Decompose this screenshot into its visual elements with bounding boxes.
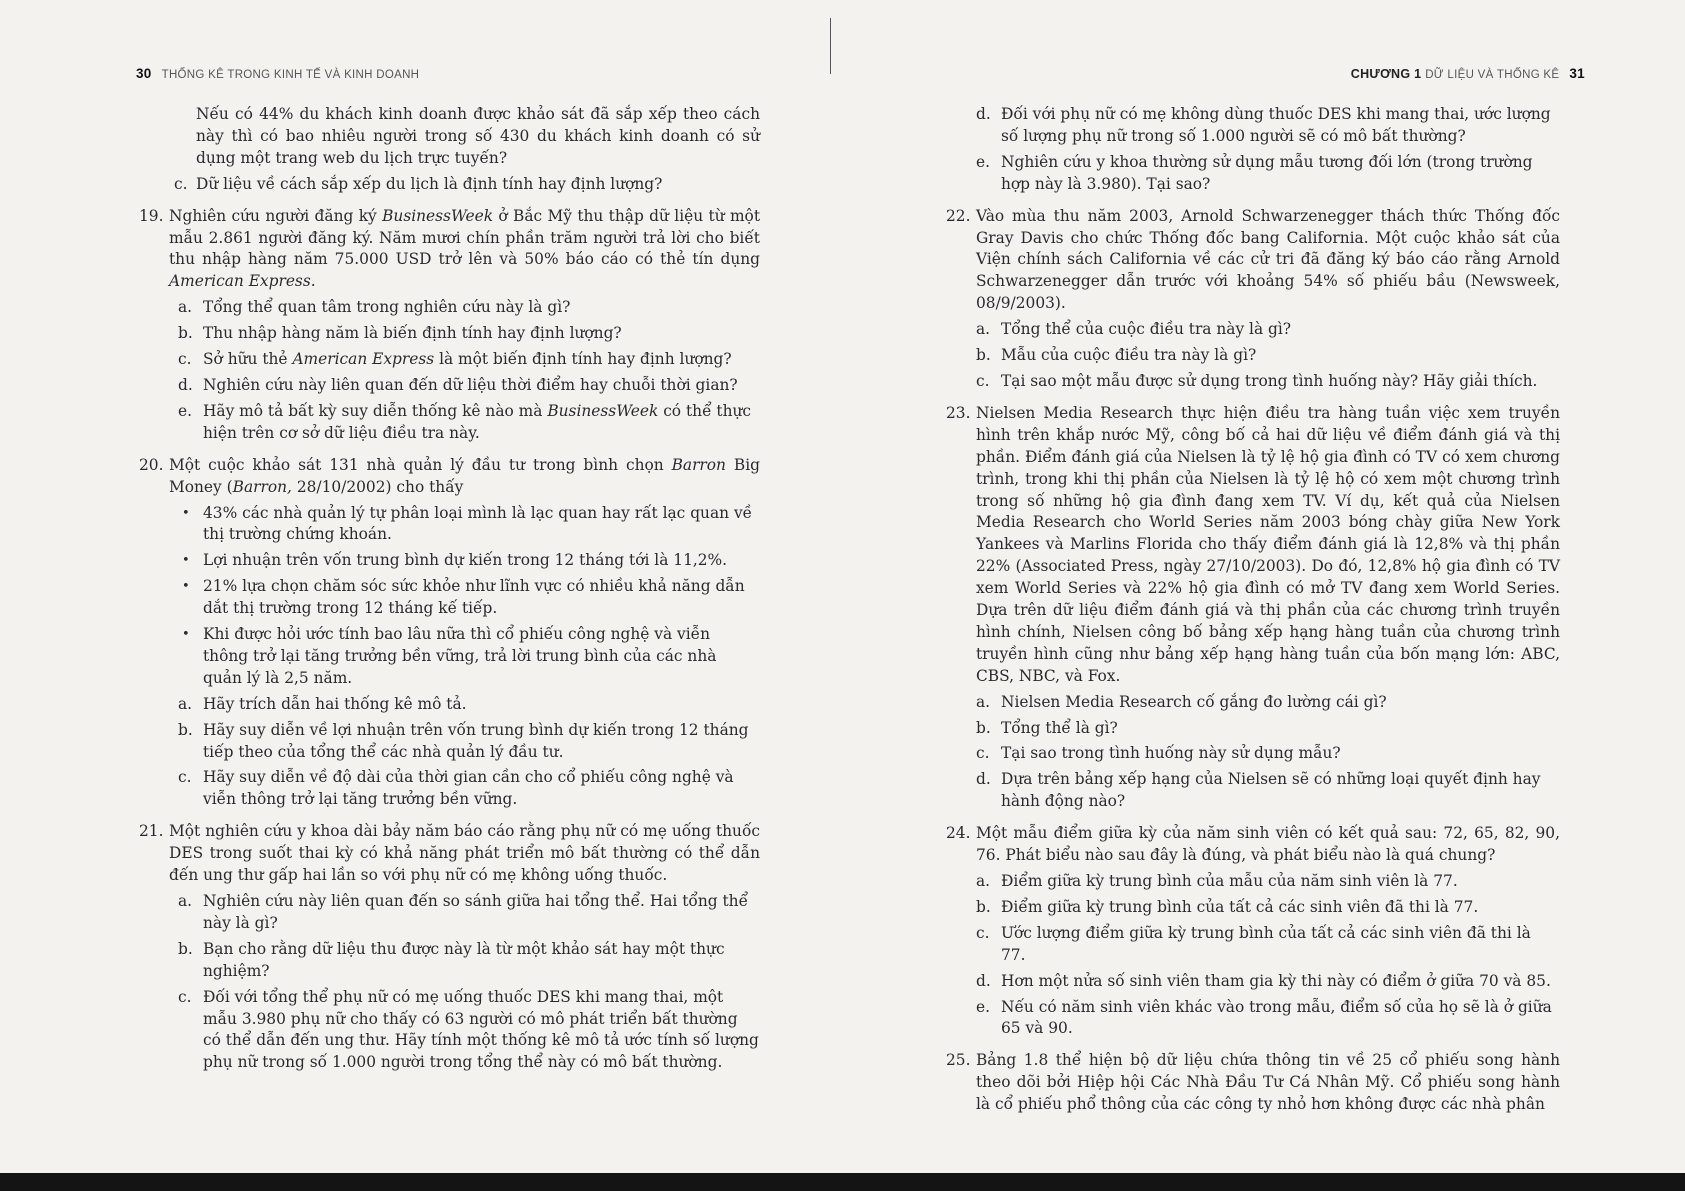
q24-item-c: c. Ước lượng điểm giữa kỳ trung bình của tất cả các sinh viên đã thi là 77. bbox=[976, 923, 1531, 964]
question-number: 22. bbox=[946, 206, 971, 225]
bullet-icon: • bbox=[182, 627, 190, 643]
q19-item-c: c. Sở hữu thẻ American Express là một biến định tính hay định lượng? bbox=[178, 350, 732, 369]
continuation-item-c: c. Dữ liệu về cách sắp xếp du lịch là định tính hay định lượng? bbox=[174, 174, 663, 193]
q20-bullet-4: • Khi được hỏi ước tính bao lâu nữa thì cổ phiếu công nghệ và viễn thông trở lại tăng trưởng bền vững, trả lời trung bình của các nhà quản lý là 2,5 năm. bbox=[182, 625, 717, 687]
question-25: 25. Bảng 1.8 thể hiện bộ dữ liệu chứa thông tin về 25 cổ phiếu song hành theo dõi bởi Hiệp hội Các Nhà Đầu Tư Cá Nhân Mỹ. Cổ phiếu song hành là cổ phiếu phổ thông của các công ty nhỏ hơn không được các nhà phân bbox=[946, 1051, 1560, 1114]
q20-item-b: b. Hãy suy diễn về lợi nhuận trên vốn trung bình dự kiến trong 12 tháng tiếp theo của tổng thể các nhà quản lý đầu tư. bbox=[178, 720, 749, 761]
question-21: 21. Một nghiên cứu y khoa dài bảy năm báo cáo rằng phụ nữ có mẹ uống thuốc DES trong suốt thai kỳ có khả năng phát triển mô bất thường có thể dẫn đến ung thư gấp hai lần so với phụ nữ có mẹ không uống thuốc. bbox=[139, 822, 760, 885]
bullet-icon: • bbox=[182, 579, 190, 595]
left-running-title: THỐNG KÊ TRONG KINH TẾ VÀ KINH DOANH bbox=[161, 69, 420, 81]
question-number: 24. bbox=[946, 824, 971, 843]
question-number: 25. bbox=[946, 1051, 971, 1070]
bullet-icon: • bbox=[182, 505, 190, 521]
left-content bbox=[139, 104, 761, 1078]
q22-item-a: a. Tổng thể của cuộc điều tra này là gì? bbox=[976, 320, 1292, 339]
q22-item-b: b. Mẫu của cuộc điều tra này là gì? bbox=[976, 346, 1257, 365]
q24-item-e: e. Nếu có năm sinh viên khác vào trong mẫu, điểm số của họ sẽ là ở giữa 65 và 90. bbox=[976, 997, 1552, 1038]
q23-item-b: b. Tổng thể là gì? bbox=[976, 718, 1118, 737]
question-number: 23. bbox=[946, 403, 971, 422]
q20-bullet-2: • Lợi nhuận trên vốn trung bình dự kiến trong 12 tháng tới là 11,2%. bbox=[148, 550, 760, 572]
q23-item-c: c. Tại sao trong tình huống này sử dụng mẫu? bbox=[976, 744, 1341, 763]
q24-item-a: a. Điểm giữa kỳ trung bình của mẫu của năm sinh viên là 77. bbox=[976, 872, 1458, 890]
right-page bbox=[836, 0, 1685, 1173]
q24-item-d: d. Hơn một nửa số sinh viên tham gia kỳ thi này có điểm ở giữa 70 và 85. bbox=[976, 971, 1551, 990]
q21-item-d: d. Đối với phụ nữ có mẹ không dùng thuốc DES khi mang thai, ước lượng số lượng phụ nữ trong số 1.000 người sẽ có mô bất thường? bbox=[976, 105, 1551, 145]
q19-item-a: a. Tổng thể quan tâm trong nghiên cứu này là gì? bbox=[178, 298, 571, 317]
q20-item-c: c. Hãy suy diễn về độ dài của thời gian cần cho cổ phiếu công nghệ và viễn thông trở lại tăng trưởng bền vững. bbox=[178, 768, 734, 809]
question-19: 19. Nghiên cứu người đăng ký BusinessWeek ở Bắc Mỹ thu thập dữ liệu từ một mẫu 2.861 người đăng ký. Năm mươi chín phần trăm người trả lời cho biết thu nhập hàng năm 75.000 USD trở lên và 50% báo cáo có thẻ tín dụng American Express. bbox=[139, 206, 761, 291]
q21-item-b: b. Bạn cho rằng dữ liệu thu được này là từ một khảo sát hay một thực nghiệm? bbox=[178, 939, 725, 980]
left-running-head bbox=[136, 66, 419, 81]
q20-bullet-3: • 21% lựa chọn chăm sóc sức khỏe như lĩnh vực có nhiều khả năng dẫn dắt thị trường trong 12 tháng kế tiếp. bbox=[182, 577, 745, 618]
q21-item-e: e. Nghiên cứu y khoa thường sử dụng mẫu tương đối lớn (trong trường hợp này là 3.980). Tại sao? bbox=[976, 152, 1533, 193]
right-content bbox=[946, 104, 1560, 1118]
q21-item-c: c. Đối với tổng thể phụ nữ có mẹ uống thuốc DES khi mang thai, một mẫu 3.980 phụ nữ cho thấy có 63 người có mô phát triển bất thường có thể dẫn đến ung thư. Hãy tính một thống kê mô tả ước tính số lượng phụ nữ trong số 1.000 người trong tổng thể này có mô bất thường. bbox=[178, 987, 759, 1072]
question-20: 20. Một cuộc khảo sát 131 nhà quản lý đầu tư trong bình chọn Barron Big Money (Barron, 28/10/2002) cho thấy bbox=[139, 455, 760, 496]
question-23: 23. Nielsen Media Research thực hiện điều tra hàng tuần việc xem truyền hình trên khắp nước Mỹ, công bố cả hai dữ liệu về điểm đánh giá và thị phần. Điểm đánh giá của Nielsen là tỷ lệ hộ gia đình có TV có xem chương trình, trong khi thị phần của Nielsen là tỷ lệ hộ có xem một chương trình trong số những hộ gia đình đang xem TV. Ví dụ, kết quả của Nielsen Media Research cho World Series năm 2003 bóng chày giữa New York Yankees và Marlins Florida cho thấy điểm đánh giá là 12,8% và thị phần 22% (Associated Press, ngày 27/10/2003). Do đó, 12,8% hộ gia đình có TV xem World Series và 22% hộ gia đình có mở TV đang xem World Series. Dựa trên dữ liệu điểm đánh giá và thị phần của các chương trình truyền hình chính, Nielsen công bố bảng xếp hạng hàng tuần của chương trình truyền hình cũng như bảng xếp hạng hàng tuần của bốn mạng lớn: ABC, CBS, NBC, và Fox. bbox=[946, 403, 1560, 685]
q19-item-b: b. Thu nhập hàng năm là biến định tính hay định lượng? bbox=[178, 324, 622, 343]
q23-item-d: d. Dựa trên bảng xếp hạng của Nielsen sẽ có những loại quyết định hay hành động nào? bbox=[976, 770, 1541, 811]
chapter-title: DỮ LIỆU VÀ THỐNG KÊ bbox=[1425, 69, 1560, 81]
q23-item-a: a. Nielsen Media Research cố gắng đo lường cái gì? bbox=[976, 692, 1387, 711]
q20-item-a: a. Hãy trích dẫn hai thống kê mô tả. bbox=[178, 694, 467, 713]
left-page bbox=[0, 0, 832, 1173]
scan-bottom-edge bbox=[0, 1173, 1685, 1191]
q22-item-c: c. Tại sao một mẫu được sử dụng trong tình huống này? Hãy giải thích. bbox=[976, 371, 1538, 390]
right-page-number: 31 bbox=[1569, 66, 1585, 81]
bullet-icon: • bbox=[182, 553, 190, 569]
question-number: 21. bbox=[139, 822, 164, 841]
q21-item-a: a. Nghiên cứu này liên quan đến so sánh giữa hai tổng thể. Hai tổng thể này là gì? bbox=[178, 892, 749, 932]
question-number: 19. bbox=[139, 206, 164, 225]
question-24: 24. Một mẫu điểm giữa kỳ của năm sinh viên có kết quả sau: 72, 65, 82, 90, 76. Phát biểu nào sau đây là đúng, và phát biểu nào là quá chung? bbox=[946, 824, 1560, 865]
right-running-head bbox=[1351, 66, 1585, 81]
q20-bullet-1: • 43% các nhà quản lý tự phân loại mình là lạc quan hay rất lạc quan về thị trường chứng khoán. bbox=[182, 503, 753, 544]
question-number: 20. bbox=[139, 455, 164, 474]
q19-item-d: d. Nghiên cứu này liên quan đến dữ liệu thời điểm hay chuỗi thời gian? bbox=[178, 375, 738, 394]
continuation-text: Nếu có 44% du khách kinh doanh được khảo sát đã sắp xếp theo cách này thì có bao nhiêu người trong số 430 du khách kinh doanh có sử dụng một trang web du lịch trực tuyến? bbox=[196, 105, 760, 167]
left-page-number: 30 bbox=[136, 66, 152, 81]
q19-item-e: e. Hãy mô tả bất kỳ suy diễn thống kê nào mà BusinessWeek có thể thực hiện trên cơ sở dữ liệu điều tra này. bbox=[178, 401, 752, 442]
q24-item-b: b. Điểm giữa kỳ trung bình của tất cả các sinh viên đã thi là 77. bbox=[976, 897, 1479, 916]
question-22: 22. Vào mùa thu năm 2003, Arnold Schwarzenegger thách thức Thống đốc Gray Davis cho chức Thống đốc bang California. Một cuộc khảo sát của Viện chính sách California về các cử tri đã đăng ký báo cáo rằng Arnold Schwarzenegger dẫn trước với khoảng 54% số phiếu bầu (Newsweek, 08/9/2003). bbox=[946, 206, 1560, 313]
chapter-label: CHƯƠNG 1 bbox=[1350, 67, 1422, 81]
